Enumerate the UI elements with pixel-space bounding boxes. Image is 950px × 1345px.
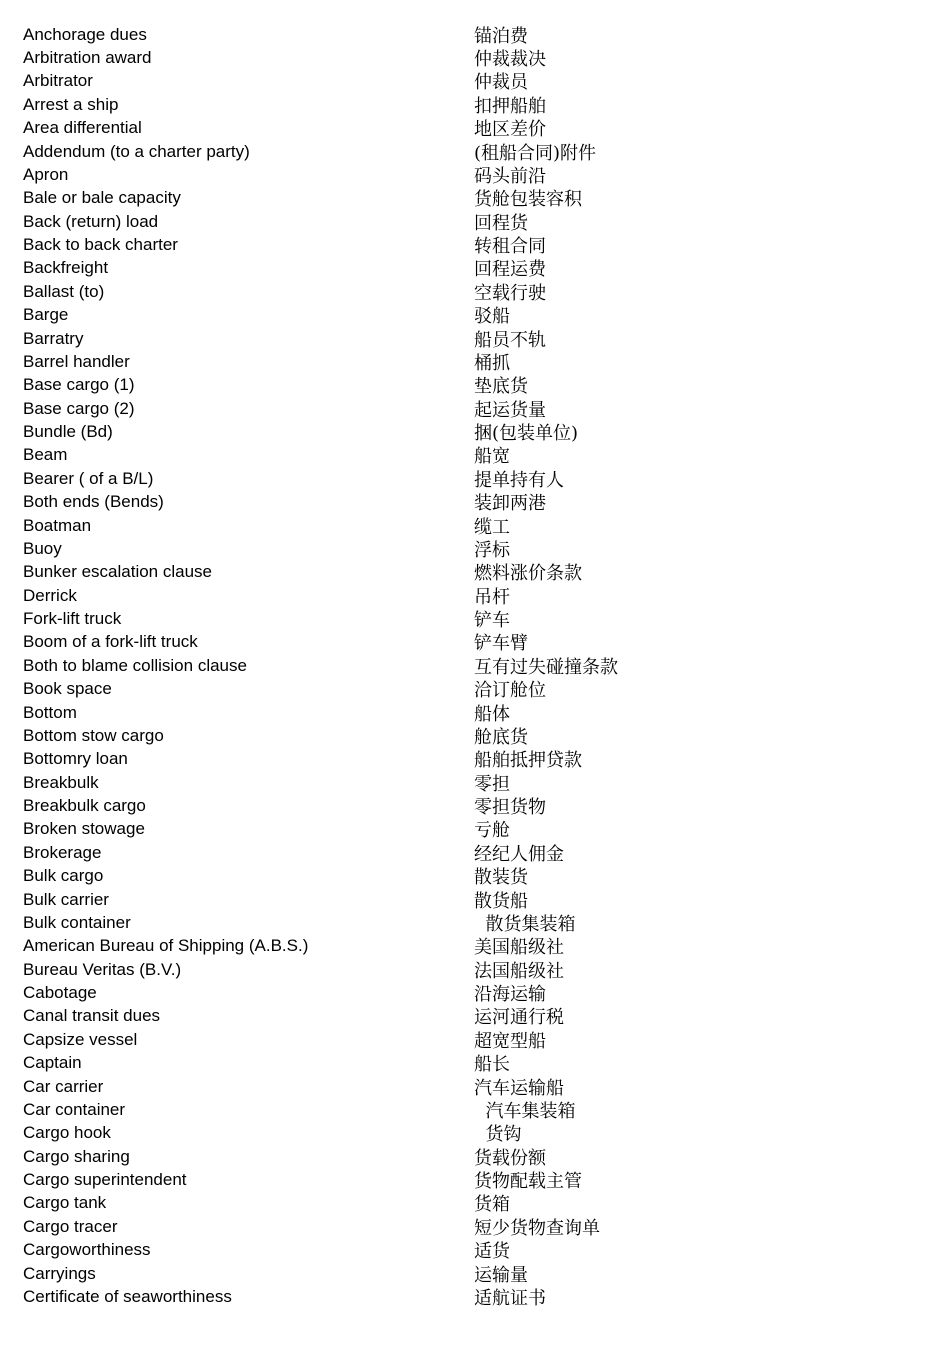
- english-term: Fork-lift truck: [23, 609, 122, 629]
- english-term: Broken stowage: [23, 819, 145, 839]
- glossary-row: [23, 631, 923, 654]
- chinese-term: 短少货物查询单: [474, 1217, 600, 1239]
- glossary-row: [23, 1098, 923, 1121]
- english-term: Back to back charter: [23, 235, 178, 255]
- chinese-term: 亏舱: [474, 820, 510, 842]
- english-term: Cargoworthiness: [23, 1240, 151, 1260]
- english-term: Car carrier: [23, 1076, 104, 1096]
- english-term: Bulk cargo: [23, 866, 104, 886]
- chinese-term: 扣押船舶: [474, 95, 546, 117]
- english-term: Certificate of seaworthiness: [23, 1286, 232, 1306]
- glossary-row: [23, 467, 923, 490]
- english-term: Back (return) load: [23, 211, 159, 231]
- chinese-term: 经纪人佣金: [474, 843, 564, 865]
- chinese-term: 货载份额: [474, 1147, 546, 1169]
- glossary-row: [23, 280, 923, 303]
- chinese-term: 转租合同: [474, 236, 546, 258]
- glossary-row: [23, 1005, 923, 1028]
- english-term: Brokerage: [23, 842, 102, 862]
- english-term: Barratry: [23, 328, 84, 348]
- glossary-row: [23, 678, 923, 701]
- glossary-row: [23, 46, 923, 69]
- chinese-term: 燃料涨价条款: [474, 563, 582, 585]
- glossary-row: [23, 911, 923, 934]
- chinese-term: 运河通行税: [474, 1007, 564, 1029]
- chinese-term: (租船合同)附件: [474, 142, 597, 164]
- english-term: Arbitration award: [23, 48, 152, 68]
- chinese-term: 运输量: [474, 1264, 528, 1286]
- chinese-term: 船舶抵押贷款: [474, 750, 582, 772]
- chinese-term: 地区差价: [474, 119, 546, 141]
- english-term: Arbitrator: [23, 71, 93, 91]
- glossary-row: [23, 140, 923, 163]
- chinese-term: 货舱包装容积: [474, 189, 582, 211]
- glossary-row: [23, 841, 923, 864]
- english-term: Bundle (Bd): [23, 422, 113, 442]
- english-term: Both to blame collision clause: [23, 655, 247, 675]
- english-term: Bunker escalation clause: [23, 562, 213, 582]
- chinese-term: 船宽: [474, 446, 510, 468]
- chinese-term: 法国船级社: [474, 960, 564, 982]
- glossary-row: [23, 1052, 923, 1075]
- chinese-term: 缆工: [474, 516, 510, 538]
- chinese-term: 船员不轨: [474, 329, 546, 351]
- glossary-row: [23, 888, 923, 911]
- english-term: American Bureau of Shipping (A.B.S.): [23, 936, 309, 956]
- english-term: Cargo tracer: [23, 1216, 118, 1236]
- english-term: Car container: [23, 1099, 126, 1119]
- english-term: Beam: [23, 445, 68, 465]
- chinese-term: 起运货量: [474, 399, 546, 421]
- glossary-row: [23, 701, 923, 724]
- chinese-term: 空载行驶: [474, 282, 546, 304]
- glossary-row: [23, 748, 923, 771]
- chinese-term: 沿海运输: [474, 984, 546, 1006]
- english-term: Boom of a fork-lift truck: [23, 632, 198, 652]
- english-term: Apron: [23, 164, 69, 184]
- glossary-row: [23, 374, 923, 397]
- glossary-row: [23, 724, 923, 747]
- english-term: Cargo superintendent: [23, 1170, 187, 1190]
- glossary-row: [23, 607, 923, 630]
- glossary-row: [23, 584, 923, 607]
- chinese-term: 仲裁裁决: [474, 49, 546, 71]
- glossary-row: [23, 1239, 923, 1262]
- glossary-row: [23, 491, 923, 514]
- chinese-term: 洽订舱位: [474, 680, 546, 702]
- english-term: Area differential: [23, 118, 142, 138]
- english-term: Backfreight: [23, 258, 109, 278]
- glossary-row: [23, 327, 923, 350]
- english-term: Cabotage: [23, 983, 97, 1003]
- glossary-row: [23, 70, 923, 93]
- glossary-row: [23, 537, 923, 560]
- chinese-term: 零担: [474, 773, 510, 795]
- glossary-row: [23, 233, 923, 256]
- chinese-term: 货钩: [474, 1124, 522, 1146]
- chinese-term: 适货: [474, 1241, 510, 1263]
- glossary-row: [23, 420, 923, 443]
- chinese-term: 舱底货: [474, 726, 528, 748]
- chinese-term: 超宽型船: [474, 1030, 546, 1052]
- glossary-row: [23, 1028, 923, 1051]
- chinese-term: 桶抓: [474, 352, 510, 374]
- english-term: Bale or bale capacity: [23, 188, 181, 208]
- chinese-term: 船长: [474, 1054, 510, 1076]
- english-term: Capsize vessel: [23, 1029, 138, 1049]
- english-term: Bulk container: [23, 912, 131, 932]
- glossary-row: [23, 1168, 923, 1191]
- glossary-row: [23, 23, 923, 46]
- chinese-term: 回程货: [474, 212, 528, 234]
- glossary-row: [23, 397, 923, 420]
- glossary-row: [23, 1262, 923, 1285]
- chinese-term: 码头前沿: [474, 165, 546, 187]
- english-term: Cargo sharing: [23, 1146, 130, 1166]
- chinese-term: 美国船级社: [474, 937, 564, 959]
- english-term: Book space: [23, 679, 112, 699]
- glossary-row: [23, 163, 923, 186]
- glossary-row: [23, 561, 923, 584]
- english-term: Anchorage dues: [23, 24, 147, 44]
- english-term: Bottom: [23, 702, 77, 722]
- chinese-term: 货箱: [474, 1194, 510, 1216]
- chinese-term: 散货船: [474, 890, 528, 912]
- chinese-term: 散装货: [474, 867, 528, 889]
- glossary-row: [23, 1285, 923, 1308]
- english-term: Carryings: [23, 1263, 96, 1283]
- chinese-term: 驳船: [474, 306, 510, 328]
- chinese-term: 零担货物: [474, 797, 546, 819]
- glossary-row: [23, 1075, 923, 1098]
- chinese-term: 散货集装箱: [474, 913, 576, 935]
- glossary-row: [23, 981, 923, 1004]
- chinese-term: 捆(包装单位): [474, 423, 579, 445]
- chinese-term: 提单持有人: [474, 469, 564, 491]
- glossary-row: [23, 187, 923, 210]
- chinese-term: 铲车臂: [474, 633, 528, 655]
- english-term: Both ends (Bends): [23, 492, 164, 512]
- english-term: Ballast (to): [23, 281, 105, 301]
- chinese-term: 锚泊费: [474, 25, 528, 47]
- glossary-row: [23, 935, 923, 958]
- english-term: Cargo tank: [23, 1193, 107, 1213]
- english-term: Bottomry loan: [23, 749, 128, 769]
- chinese-term: 仲裁员: [474, 72, 528, 94]
- glossary-row: [23, 117, 923, 140]
- chinese-term: 互有过失碰撞条款: [474, 656, 618, 678]
- english-term: Bearer ( of a B/L): [23, 468, 154, 488]
- glossary-row: [23, 93, 923, 116]
- glossary-row: [23, 1215, 923, 1238]
- chinese-term: 装卸两港: [474, 493, 546, 515]
- glossary-row: [23, 654, 923, 677]
- glossary-row: [23, 958, 923, 981]
- english-term: Base cargo (2): [23, 398, 135, 418]
- english-term: Addendum (to a charter party): [23, 141, 250, 161]
- glossary-list: [23, 23, 923, 1309]
- english-term: Barrel handler: [23, 351, 130, 371]
- english-term: Bulk carrier: [23, 889, 109, 909]
- glossary-row: [23, 1145, 923, 1168]
- english-term: Buoy: [23, 538, 62, 558]
- glossary-row: [23, 865, 923, 888]
- glossary-row: [23, 771, 923, 794]
- chinese-term: 适航证书: [474, 1287, 546, 1309]
- glossary-row: [23, 1122, 923, 1145]
- glossary-row: [23, 514, 923, 537]
- chinese-term: 汽车运输船: [474, 1077, 564, 1099]
- glossary-row: [23, 257, 923, 280]
- glossary-row: [23, 818, 923, 841]
- english-term: Arrest a ship: [23, 94, 119, 114]
- english-term: Captain: [23, 1053, 82, 1073]
- chinese-term: 垫底货: [474, 376, 528, 398]
- english-term: Bottom stow cargo: [23, 725, 164, 745]
- chinese-term: 吊杆: [474, 586, 510, 608]
- english-term: Cargo hook: [23, 1123, 111, 1143]
- glossary-row: [23, 210, 923, 233]
- english-term: Base cargo (1): [23, 375, 135, 395]
- chinese-term: 船体: [474, 703, 510, 725]
- chinese-term: 浮标: [474, 539, 510, 561]
- glossary-row: [23, 794, 923, 817]
- english-term: Breakbulk cargo: [23, 796, 146, 816]
- glossary-row: [23, 304, 923, 327]
- english-term: Bureau Veritas (B.V.): [23, 959, 182, 979]
- chinese-term: 铲车: [474, 610, 510, 632]
- glossary-row: [23, 444, 923, 467]
- glossary-row: [23, 1192, 923, 1215]
- english-term: Barge: [23, 305, 69, 325]
- chinese-term: 回程运费: [474, 259, 546, 281]
- english-term: Breakbulk: [23, 772, 99, 792]
- chinese-term: 汽车集装箱: [474, 1100, 576, 1122]
- chinese-term: 货物配载主管: [474, 1171, 582, 1193]
- english-term: Derrick: [23, 585, 77, 605]
- english-term: Canal transit dues: [23, 1006, 161, 1026]
- glossary-row: [23, 350, 923, 373]
- english-term: Boatman: [23, 515, 92, 535]
